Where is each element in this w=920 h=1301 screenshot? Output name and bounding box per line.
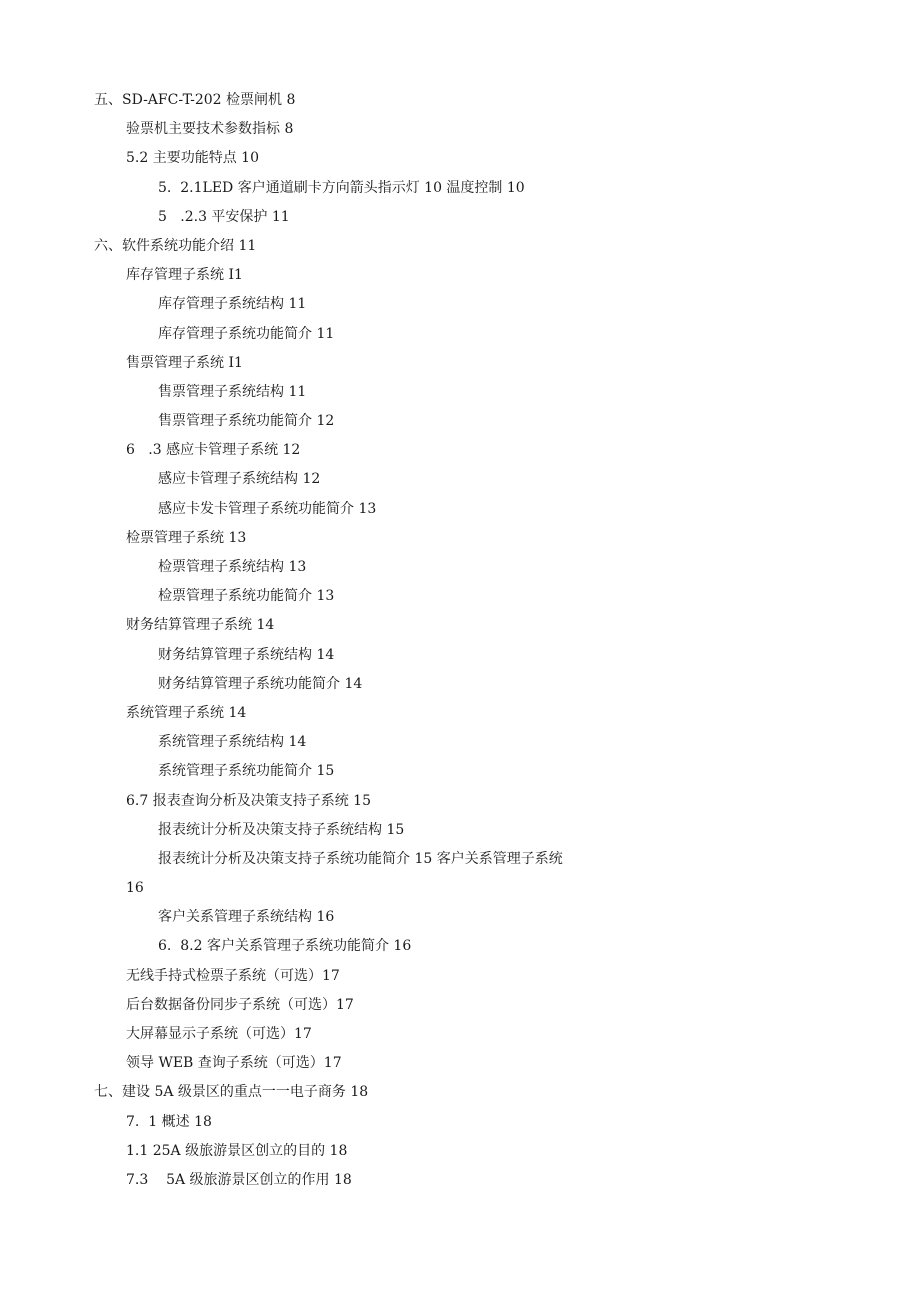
toc-entry: 报表统计分析及决策支持子系统功能简介 15 客户关系管理子系统 — [158, 850, 563, 867]
table-of-contents — [0, 86, 920, 1195]
toc-entry: 5.2 主要功能特点 10 — [126, 150, 259, 167]
toc-entry: 检票管理子系统功能简介 13 — [158, 588, 335, 605]
toc-entry: 6 .3 感应卡管理子系统 12 — [126, 442, 301, 459]
toc-entry: 客户关系管理子系统结构 16 — [158, 909, 335, 926]
toc-entry: 系统管理子系统结构 14 — [158, 734, 307, 751]
toc-entry: 库存管理子系统功能简介 11 — [158, 325, 335, 342]
toc-entry: 库存管理子系统 I1 — [126, 267, 243, 284]
toc-entry: 系统管理子系统功能简介 15 — [158, 763, 335, 780]
toc-entry: 7.3 5A 级旅游景区创立的作用 18 — [126, 1171, 352, 1188]
toc-entry: 6. 8.2 客户关系管理子系统功能简介 16 — [158, 938, 412, 955]
toc-entry: 财务结算管理子系统结构 14 — [158, 646, 335, 663]
toc-entry: 1.1 25A 级旅游景区创立的目的 18 — [126, 1142, 348, 1159]
toc-entry: 5. 2.1LED 客户通道刷卡方向箭头指示灯 10 温度控制 10 — [158, 179, 525, 196]
toc-entry: 领导 WEB 查询子系统（可选）17 — [126, 1055, 342, 1072]
toc-entry: 七、建设 5A 级景区的重点一一电子商务 18 — [94, 1084, 369, 1101]
toc-entry: 验票机主要技术参数指标 8 — [126, 121, 294, 138]
toc-entry: 报表统计分析及决策支持子系统结构 15 — [158, 821, 405, 838]
toc-entry: 六、软件系统功能介绍 11 — [94, 237, 257, 254]
toc-entry: 7. 1 概述 18 — [126, 1113, 212, 1130]
toc-entry: 5 .2.3 平安保护 11 — [158, 208, 290, 225]
toc-entry: 售票管理子系统结构 11 — [158, 383, 307, 400]
toc-entry: 检票管理子系统结构 13 — [158, 559, 307, 575]
toc-entry: 6.7 报表查询分析及决策支持子系统 15 — [126, 792, 371, 809]
toc-entry: 感应卡发卡管理子系统功能简介 13 — [158, 500, 377, 517]
toc-entry: 检票管理子系统 13 — [126, 529, 247, 546]
toc-entry: 16 — [126, 880, 144, 897]
toc-entry: 财务结算管理子系统 14 — [126, 617, 275, 634]
toc-entry: 系统管理子系统 14 — [126, 704, 247, 721]
toc-entry: 无线手持式检票子系统（可选）17 — [126, 967, 340, 984]
toc-entry: 感应卡管理子系统结构 12 — [158, 471, 321, 488]
toc-entry: 售票管理子系统功能简介 12 — [158, 413, 335, 430]
toc-entry: 财务结算管理子系统功能简介 14 — [158, 675, 363, 692]
toc-entry: 大屏幕显示子系统（可选）17 — [126, 1026, 312, 1042]
toc-entry: 五、SD-AFC-T-202 检票闸机 8 — [94, 92, 296, 108]
toc-entry: 库存管理子系统结构 11 — [158, 296, 307, 313]
toc-entry: 后台数据备份同步子系统（可选）17 — [126, 996, 354, 1013]
toc-entry: 售票管理子系统 I1 — [126, 354, 243, 371]
